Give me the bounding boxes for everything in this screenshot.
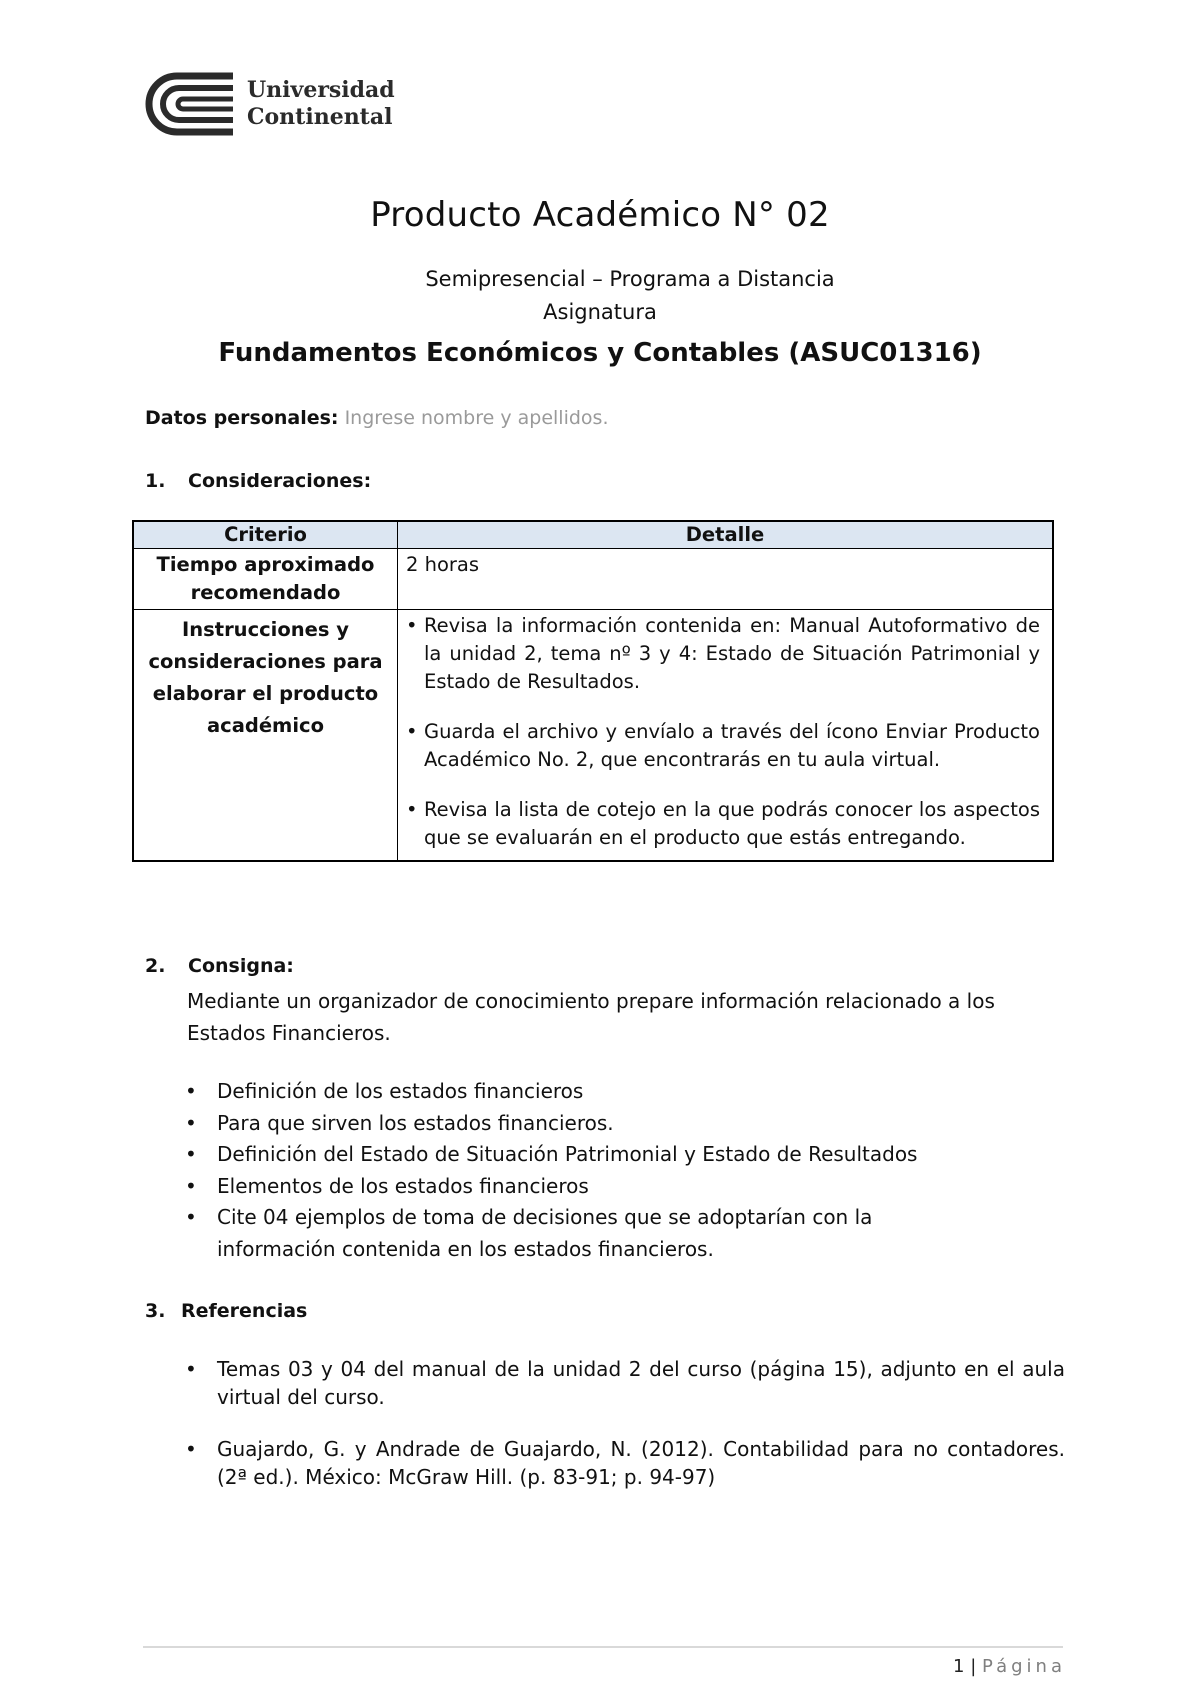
list-item: • Elementos de los estados financieros bbox=[185, 1173, 589, 1198]
instruction-item: • Revisa la lista de cotejo en la que podrás conocer los aspectos que se evaluarán en el producto que estás entregando. bbox=[406, 798, 1040, 849]
page-title: Producto Académico N° 02 bbox=[370, 195, 830, 235]
references-list bbox=[180, 1355, 1065, 1515]
university-logo bbox=[143, 70, 395, 138]
section-3-title: Referencias bbox=[181, 1300, 308, 1322]
reference-item: • Temas 03 y 04 del manual de la unidad 2 del curso (página 15), adjunto en el aula virtual del curso. bbox=[185, 1357, 1065, 1409]
considerations-table bbox=[132, 520, 1054, 862]
table-header-criterio: Criterio bbox=[133, 521, 398, 549]
page-footer bbox=[953, 1656, 1066, 1677]
section-2-title: Consigna: bbox=[188, 955, 294, 977]
consigna-text: Mediante un organizador de conocimiento prepare información relacionado a los Estados Financieros. bbox=[187, 989, 995, 1045]
footer-separator: | bbox=[970, 1656, 977, 1677]
personal-data-line bbox=[145, 407, 609, 429]
instruction-item: • Revisa la información contenida en: Manual Autoformativo de la unidad 2, tema nº 3 y 4: Estado de Situación Patrimonial y Estado de Resultados. bbox=[406, 614, 1040, 693]
consigna-list bbox=[180, 1076, 960, 1265]
logo-mark-icon bbox=[143, 70, 233, 138]
criterio-instructions: Instrucciones y consideraciones para elaborar el producto académico bbox=[133, 610, 398, 862]
personal-data-label: Datos personales: bbox=[145, 407, 339, 429]
table-header-detalle: Detalle bbox=[398, 521, 1054, 549]
section-2-number: 2. bbox=[145, 955, 166, 977]
section-1-title: Consideraciones: bbox=[188, 470, 372, 492]
footer-divider bbox=[143, 1646, 1063, 1648]
page-number: 1 bbox=[953, 1656, 965, 1677]
section-3-heading bbox=[145, 1300, 307, 1322]
reference-item: • Guajardo, G. y Andrade de Guajardo, N. (2012). Contabilidad para no contadores. (2ª ed.). México: McGraw Hill. (p. 83-91; p. 94-97) bbox=[185, 1437, 1065, 1489]
list-item: • Definición del Estado de Situación Patrimonial y Estado de Resultados bbox=[185, 1142, 918, 1166]
personal-data-field[interactable]: Ingrese nombre y apellidos. bbox=[344, 407, 609, 429]
table-row bbox=[133, 610, 1053, 862]
table-row bbox=[133, 549, 1053, 610]
list-item: • Cite 04 ejemplos de toma de decisiones que se adoptarían con la información contenida en los estados financieros. bbox=[185, 1205, 873, 1261]
detalle-instructions bbox=[398, 610, 1054, 862]
criterio-time: Tiempo aproximado recomendado bbox=[133, 549, 398, 610]
section-2-heading bbox=[145, 955, 294, 977]
page-label: Página bbox=[982, 1656, 1066, 1677]
logo-line-1: Universidad bbox=[247, 77, 395, 103]
subtitle: Semipresencial – Programa a Distancia bbox=[425, 267, 835, 291]
logo-line-2: Continental bbox=[247, 104, 393, 130]
instruction-item: • Guarda el archivo y envíalo a través del ícono Enviar Producto Académico No. 2, que encontrarás en tu aula virtual. bbox=[406, 720, 1040, 771]
detalle-time: 2 horas bbox=[398, 549, 1054, 610]
section-3-number: 3. bbox=[145, 1300, 166, 1322]
section-1-number: 1. bbox=[145, 470, 166, 492]
course-title: Fundamentos Económicos y Contables (ASUC01316) bbox=[218, 338, 982, 368]
list-item: • Para que sirven los estados financieros. bbox=[185, 1110, 614, 1135]
asignatura-label: Asignatura bbox=[543, 300, 657, 324]
list-item: • Definición de los estados financieros bbox=[185, 1079, 584, 1103]
section-1-heading bbox=[145, 470, 371, 492]
